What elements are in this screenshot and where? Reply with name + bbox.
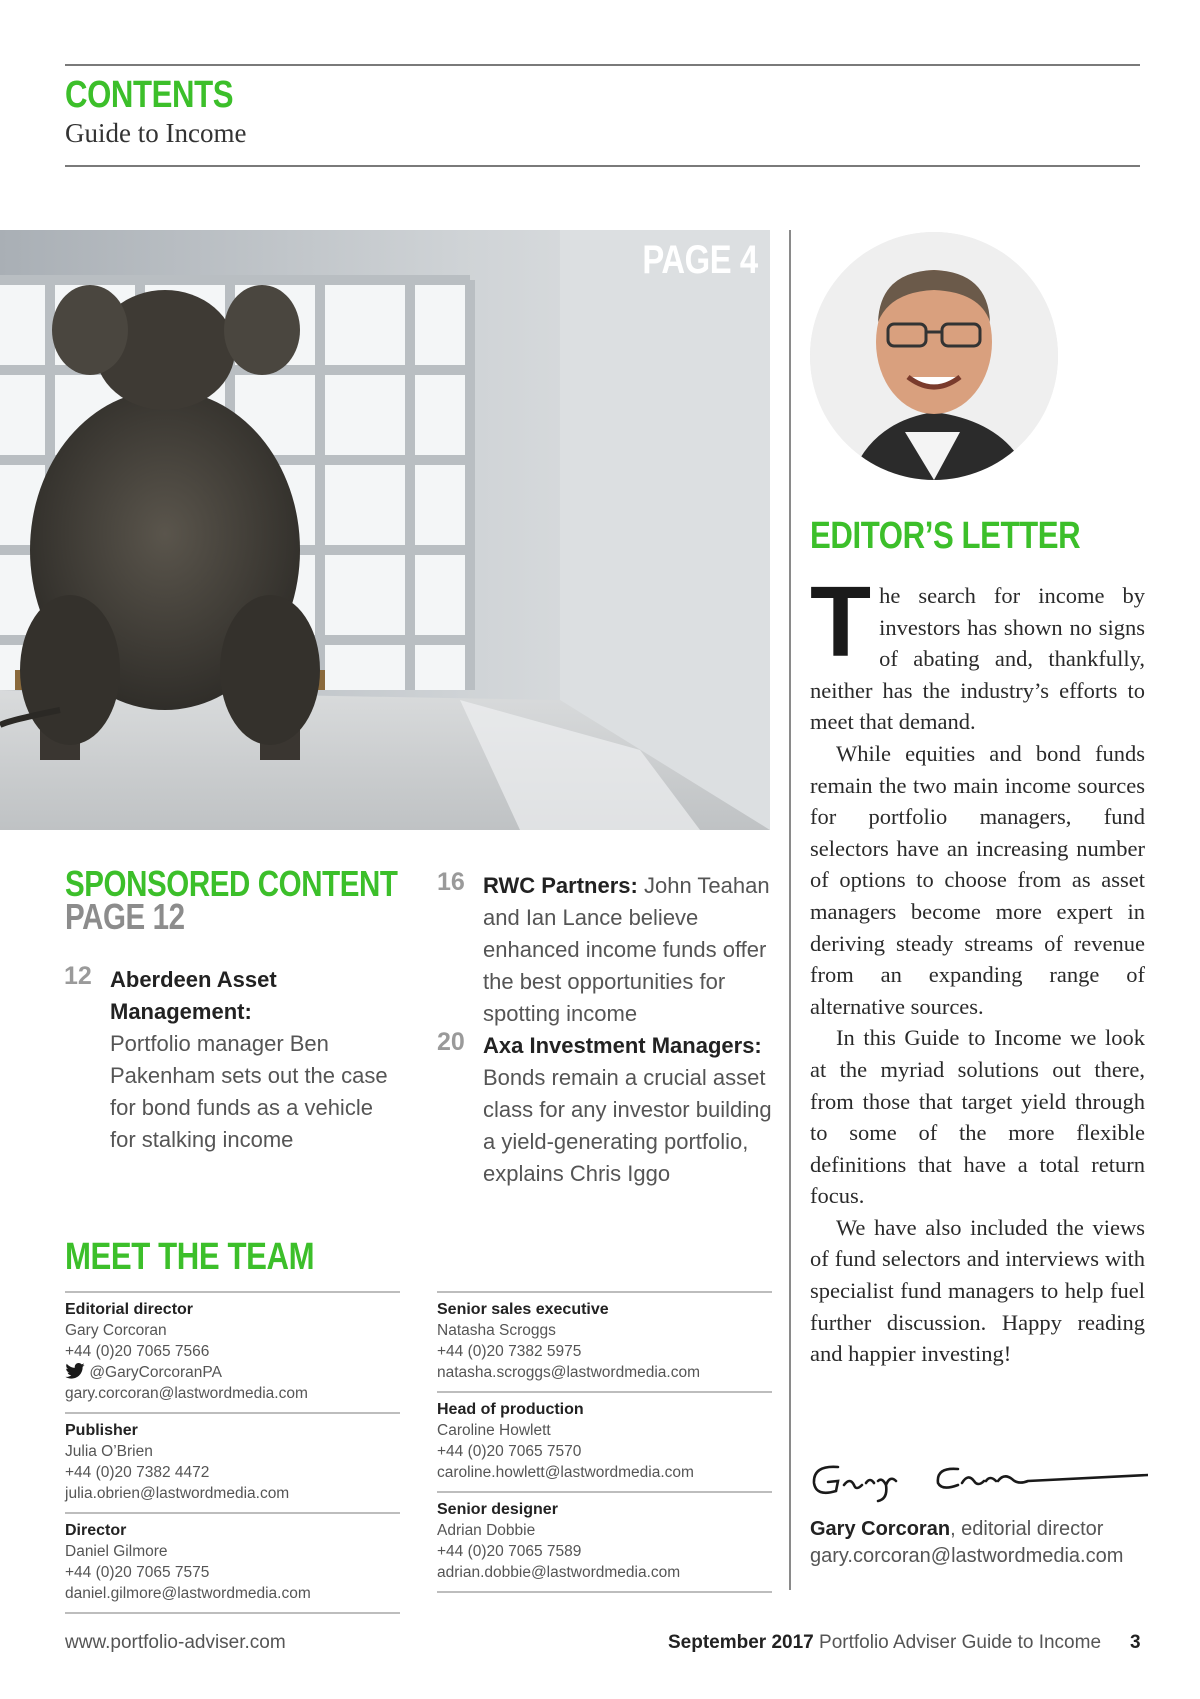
contents-subtitle: Guide to Income <box>65 118 247 148</box>
editor-email[interactable]: gary.corcoran@lastwordmedia.com <box>810 1545 1124 1567</box>
team-member <box>437 1291 772 1393</box>
team-phone[interactable]: +44 (0)20 7065 7589 <box>437 1543 582 1560</box>
header-rule <box>65 165 1140 167</box>
page-4-label: PAGE 4 <box>642 238 758 282</box>
team-role: Editorial director <box>65 1301 194 1318</box>
toc-entry-desc: John Teahan and Ian Lance believe enhanced income funds offer the best opportunities for spotting income <box>483 873 770 1026</box>
toc-entry-axa[interactable] <box>483 1030 783 1190</box>
letter-paragraph: While equities and bond funds remain the two main income sources for portfolio managers, fund selectors have an increasing number of options to choose from as asset managers become more expert in deriving steady streams of revenue from an expanding range of alternative sources. <box>810 740 1145 1019</box>
team-phone[interactable]: +44 (0)20 7382 4472 <box>65 1464 210 1481</box>
team-heading: MEET THE TEAM <box>65 1236 315 1278</box>
team-email[interactable]: caroline.howlett@lastwordmedia.com <box>437 1464 694 1481</box>
letter-paragraph: In this Guide to Income we look at the myriad solutions out there, from those that target yield through to some of the more flexible definitions that have a total return focus. <box>810 1025 1145 1209</box>
portrait-illustration <box>810 232 1058 480</box>
team-role: Senior designer <box>437 1501 558 1518</box>
toc-number: 16 <box>437 868 465 896</box>
team-twitter-handle: @GaryCorcoranPA <box>89 1364 222 1381</box>
sponsored-heading: SPONSORED CONTENT <box>65 863 398 904</box>
team-name: Daniel Gilmore <box>65 1543 168 1560</box>
editor-signoff <box>810 1518 1103 1541</box>
team-column-right <box>437 1291 772 1593</box>
team-member <box>437 1393 772 1493</box>
team-column-left <box>65 1291 400 1614</box>
footer-issue <box>668 1632 1101 1654</box>
contents-heading: CONTENTS <box>65 74 234 116</box>
signature <box>808 1455 1148 1505</box>
editor-name: Gary Corcoran <box>810 1518 951 1540</box>
letter-paragraph: We have also included the views of fund selectors and interviews with specialist fund managers to help fuel further discussion. Happy reading and happier investing! <box>810 1214 1145 1367</box>
top-rule <box>65 64 1140 66</box>
team-phone[interactable]: +44 (0)20 7382 5975 <box>437 1343 582 1360</box>
handwritten-signature <box>808 1455 1148 1505</box>
column-divider <box>789 230 791 1590</box>
team-role: Publisher <box>65 1422 138 1439</box>
team-email[interactable]: adrian.dobbie@lastwordmedia.com <box>437 1564 681 1581</box>
team-name: Julia O’Brien <box>65 1443 153 1460</box>
team-email[interactable]: natasha.scroggs@lastwordmedia.com <box>437 1364 700 1381</box>
team-name: Adrian Dobbie <box>437 1522 536 1539</box>
team-role: Head of production <box>437 1401 584 1418</box>
team-member <box>437 1493 772 1593</box>
toc-entry-rwc[interactable] <box>483 870 778 1030</box>
team-name: Natasha Scroggs <box>437 1322 556 1339</box>
editor-portrait <box>810 232 1058 480</box>
footer-website[interactable]: www.portfolio-adviser.com <box>65 1632 286 1653</box>
team-role: Director <box>65 1522 127 1539</box>
team-phone[interactable]: +44 (0)20 7065 7566 <box>65 1343 210 1360</box>
team-email[interactable]: daniel.gilmore@lastwordmedia.com <box>65 1585 311 1602</box>
toc-entry-title: RWC Partners: <box>483 873 638 898</box>
toc-entry-desc: Portfolio manager Ben Pakenham sets out the case for bond funds as a vehicle for stalking income <box>110 1031 388 1152</box>
elephant-illustration <box>0 230 770 830</box>
toc-number: 20 <box>437 1028 465 1056</box>
team-member <box>65 1291 400 1414</box>
editors-letter-body <box>810 566 1145 1370</box>
toc-entry-title: Aberdeen Asset Management: <box>110 967 277 1024</box>
team-phone[interactable]: +44 (0)20 7065 7570 <box>437 1443 582 1460</box>
drop-cap: T <box>810 566 872 678</box>
editor-role: , editorial director <box>950 1518 1104 1540</box>
toc-number: 12 <box>64 962 92 990</box>
page-number: 3 <box>1130 1632 1141 1653</box>
toc-entry-desc: Bonds remain a crucial asset class for any investor building a yield-generating portfolio, explains Chris Iggo <box>483 1065 772 1186</box>
team-twitter[interactable] <box>65 1362 400 1383</box>
letter-paragraph <box>810 566 1145 738</box>
team-member <box>65 1514 400 1614</box>
toc-entry-title: Axa Investment Managers: <box>483 1033 762 1058</box>
footer-publication: Portfolio Adviser Guide to Income <box>819 1632 1102 1653</box>
team-email[interactable]: julia.obrien@lastwordmedia.com <box>65 1485 290 1502</box>
team-member <box>65 1414 400 1514</box>
footer-date: September 2017 <box>668 1632 814 1653</box>
team-phone[interactable]: +44 (0)20 7065 7575 <box>65 1564 210 1581</box>
hero-image[interactable] <box>0 230 770 830</box>
editors-letter-heading: EDITOR’S LETTER <box>810 515 1081 557</box>
toc-entry-aberdeen[interactable] <box>110 964 400 1156</box>
team-email[interactable]: gary.corcoran@lastwordmedia.com <box>65 1385 308 1402</box>
team-role: Senior sales executive <box>437 1301 609 1318</box>
sponsored-page-label: PAGE 12 <box>65 896 185 937</box>
letter-text: he search for income by investors has shown no signs of abating and, thankfully, neither has the industry’s efforts to meet that demand. <box>810 583 1145 735</box>
twitter-icon <box>65 1363 85 1379</box>
team-name: Caroline Howlett <box>437 1422 551 1439</box>
team-name: Gary Corcoran <box>65 1322 167 1339</box>
